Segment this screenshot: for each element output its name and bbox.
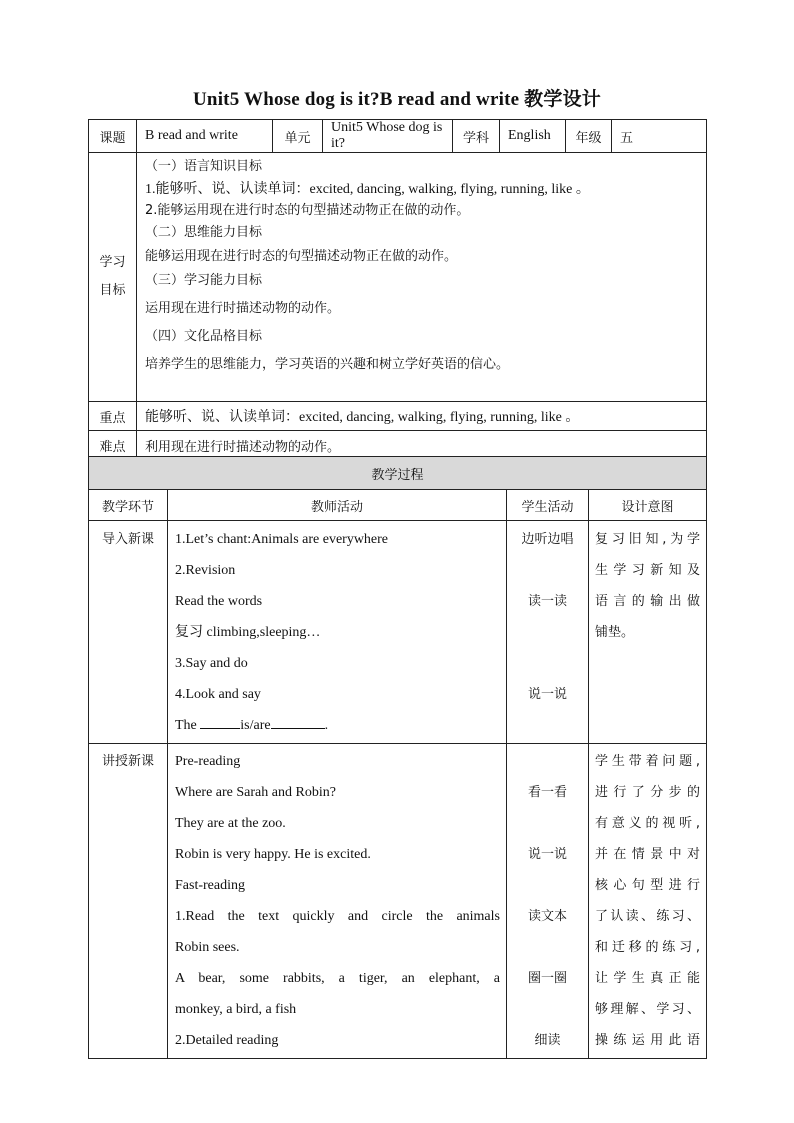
teacher-line: They are at the zoo. <box>175 816 286 831</box>
goals-label <box>89 153 137 402</box>
goal-heading-4: （四）文化品格目标 <box>145 329 263 344</box>
design-intent-cell <box>589 744 707 1059</box>
teacher-activity-cell <box>168 521 507 744</box>
goal-heading-3: （三）学习能力目标 <box>145 273 263 288</box>
student-activity-cell <box>507 521 589 744</box>
teaching-process-table <box>88 456 707 1059</box>
stage-label: 导入新课 <box>101 532 154 547</box>
col-stage-header: 教学环节 <box>89 490 168 521</box>
design-line: 生学习新知及 <box>595 563 701 578</box>
design-line: 有意义的视听, <box>595 816 701 831</box>
teacher-line: 3.Say and do <box>175 656 248 671</box>
student-line <box>507 555 588 586</box>
unit-value: Unit5 Whose dog is it? <box>323 120 453 153</box>
teacher-line: Fast-reading <box>175 878 245 893</box>
grade-value: 五 <box>612 120 707 153</box>
student-line: 看一看 <box>527 785 567 800</box>
design-line: 学生带着问题, <box>595 754 701 769</box>
table-row <box>89 744 707 1059</box>
student-line: 圈一圈 <box>527 971 567 986</box>
teacher-line: 2.Detailed reading <box>175 1033 279 1048</box>
student-line: 边听边唱 <box>521 532 574 547</box>
teacher-line: Robin is very happy. He is excited. <box>175 847 371 862</box>
goal-item-3: 能够运用现在进行时态的句型描述动物正在做的动作。 <box>145 249 458 264</box>
stage-cell <box>89 744 168 1059</box>
student-line <box>507 746 588 777</box>
goals-cell <box>137 153 707 402</box>
blank-line <box>200 716 240 729</box>
goal-item-4: 运用现在进行时描述动物的动作。 <box>145 301 341 316</box>
teacher-line: Robin sees. <box>175 940 240 955</box>
teacher-activity-cell <box>168 744 507 1059</box>
student-line <box>507 648 588 679</box>
key-value: 能够听、说、认读单词：excited, dancing, walking, flying, running, like 。 <box>137 402 707 431</box>
subject-value: English <box>500 120 566 153</box>
goal-item-5: 培养学生的思维能力，学习英语的兴趣和树立学好英语的信心。 <box>145 357 510 372</box>
teacher-line: 1.Let’s chant:Animals are everywhere <box>175 532 389 547</box>
col-student-header: 学生活动 <box>507 490 589 521</box>
goal-item-1: 1.能够听、说、认读单词：excited, dancing, walking, flying, running, like 。 <box>145 182 590 197</box>
fill-blank-sentence: The is/are . <box>175 718 329 733</box>
key-label: 重点 <box>89 402 137 431</box>
stage-cell <box>89 521 168 744</box>
design-line: 并在情景中对 <box>595 847 701 862</box>
student-line: 读文本 <box>527 909 567 924</box>
difficulty-label: 难点 <box>89 431 137 461</box>
unit-label: 单元 <box>273 120 323 153</box>
teacher-line: Read the words <box>175 594 263 609</box>
teacher-line: monkey, a bird, a fish <box>175 1002 297 1017</box>
table-row <box>89 521 707 744</box>
design-line: 语言的输出做 <box>595 594 701 609</box>
student-activity-cell <box>507 744 589 1059</box>
student-line <box>507 932 588 963</box>
design-line: 让学生真正能 <box>595 971 701 986</box>
goals-label-text: 学习目标 <box>99 255 126 298</box>
design-line: 够理解、学习、 <box>595 1002 701 1017</box>
student-line <box>507 617 588 648</box>
student-line: 读一读 <box>527 594 567 609</box>
col-design-header: 设计意图 <box>589 490 707 521</box>
teacher-line: 4.Look and say <box>175 687 261 702</box>
student-line: 说一说 <box>527 687 567 702</box>
design-line: 铺垫。 <box>595 625 635 640</box>
design-line: 操练运用此语 <box>595 1033 701 1048</box>
process-heading: 教学过程 <box>89 457 707 490</box>
teacher-line: 复习 climbing,sleeping… <box>175 625 321 640</box>
design-line: 和迁移的练习, <box>595 940 701 955</box>
design-line: 复习旧知,为学 <box>595 532 701 547</box>
design-intent-cell <box>589 521 707 744</box>
design-line: 核心句型进行 <box>595 878 701 893</box>
difficulty-value: 利用现在进行时描述动物的动作。 <box>137 431 707 461</box>
stage-label: 讲授新课 <box>101 754 154 769</box>
student-line <box>507 808 588 839</box>
lesson-info-table <box>88 119 707 461</box>
document-title: Unit5 Whose dog is it?B read and write 教学设计 <box>193 89 601 110</box>
student-line: 说一说 <box>527 847 567 862</box>
subject-label: 学科 <box>453 120 500 153</box>
student-line <box>507 994 588 1025</box>
design-line: 进行了分步的 <box>595 785 701 800</box>
student-line <box>507 710 588 741</box>
goal-heading-2: （二）思维能力目标 <box>145 225 263 240</box>
student-line: 细读 <box>534 1033 561 1048</box>
design-line: 了认读、练习、 <box>595 909 701 924</box>
goal-heading-1: （一）语言知识目标 <box>145 159 263 174</box>
student-line <box>507 870 588 901</box>
teacher-line: Where are Sarah and Robin? <box>175 785 336 800</box>
topic-label: 课题 <box>89 120 137 153</box>
col-teacher-header: 教师活动 <box>168 490 507 521</box>
grade-label: 年级 <box>566 120 612 153</box>
teacher-line: Pre-reading <box>175 754 241 769</box>
teacher-line: A bear, some rabbits, a tiger, an elephant, a <box>175 971 500 986</box>
teacher-line: 2.Revision <box>175 563 236 578</box>
blank-line <box>271 716 325 729</box>
goal-item-2: 2.能够运用现在进行时态的句型描述动物正在做的动作。 <box>145 203 470 218</box>
teacher-line: 1.Read the text quickly and circle the animals <box>175 909 500 924</box>
topic-value: B read and write <box>137 120 273 153</box>
